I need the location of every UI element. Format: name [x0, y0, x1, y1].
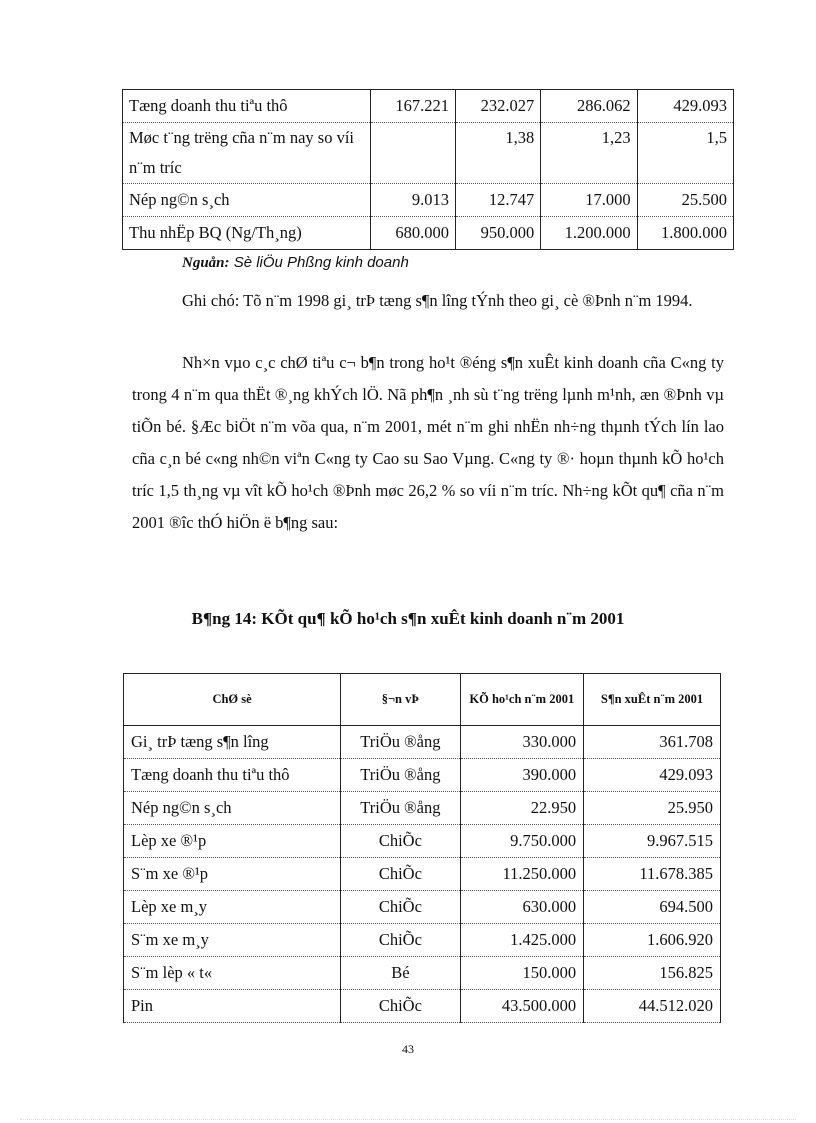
cell-value: 1,23 — [541, 123, 637, 184]
cell-name: Pin — [124, 990, 341, 1023]
cell-actual: 156.825 — [584, 957, 721, 990]
table-row — [124, 759, 721, 792]
table-row — [123, 90, 734, 123]
cell-name: Tæng doanh thu tiªu thô — [124, 759, 341, 792]
cell-value: 1.200.000 — [541, 217, 637, 250]
cell-unit: ChiÕc — [341, 924, 460, 957]
results-table — [123, 673, 721, 1023]
cell-name: S¨m xe m¸y — [124, 924, 341, 957]
cell-value: 17.000 — [541, 184, 637, 217]
cell-value: 1.800.000 — [637, 217, 733, 250]
page-number: 43 — [402, 1042, 414, 1056]
cell-plan: 9.750.000 — [460, 825, 584, 858]
cell-name: Nép ng©n s¸ch — [124, 792, 341, 825]
cell-plan: 150.000 — [460, 957, 584, 990]
cell-value: 680.000 — [370, 217, 455, 250]
cell-unit: ChiÕc — [341, 990, 460, 1023]
header-cell: KÕ ho¹ch n¨m 2001 — [460, 674, 584, 726]
cell-unit: TriÖu ®ång — [341, 759, 460, 792]
cell-value: 232.027 — [455, 90, 540, 123]
row-label: Thu nhËp BQ (Ng/Th¸ng) — [123, 217, 371, 250]
table-row — [124, 792, 721, 825]
cell-value: 25.500 — [637, 184, 733, 217]
cell-value: 1,5 — [637, 123, 733, 184]
source-label: Nguån: — [182, 255, 230, 271]
cell-unit: TriÖu ®ång — [341, 726, 460, 759]
table-row — [123, 123, 734, 184]
row-label: Tæng doanh thu tiªu thô — [123, 90, 371, 123]
table-row — [124, 825, 721, 858]
summary-table — [122, 89, 734, 250]
table-row — [124, 924, 721, 957]
source-text: Sè liÖu Phßng kinh doanh — [233, 254, 409, 271]
cell-actual: 429.093 — [584, 759, 721, 792]
cell-plan: 390.000 — [460, 759, 584, 792]
cell-name: S¨m lèp « t« — [124, 957, 341, 990]
cell-plan: 630.000 — [460, 891, 584, 924]
header-cell: S¶n xuÊt n¨m 2001 — [584, 674, 721, 726]
cell-plan: 43.500.000 — [460, 990, 584, 1023]
cell-name: Gi¸ trÞ tæng s¶n lîng — [124, 726, 341, 759]
cell-unit: ChiÕc — [341, 825, 460, 858]
cell-value: 286.062 — [541, 90, 637, 123]
cell-unit: TriÖu ®ång — [341, 792, 460, 825]
cell-actual: 694.500 — [584, 891, 721, 924]
cell-name: S¨m xe ®¹p — [124, 858, 341, 891]
cell-actual: 1.606.920 — [584, 924, 721, 957]
cell-actual: 44.512.020 — [584, 990, 721, 1023]
cell-value — [370, 123, 455, 184]
cell-plan: 1.425.000 — [460, 924, 584, 957]
cell-value: 950.000 — [455, 217, 540, 250]
header-cell: ChØ sè — [124, 674, 341, 726]
cell-name: Lèp xe ®¹p — [124, 825, 341, 858]
cell-actual: 11.678.385 — [584, 858, 721, 891]
table-row — [124, 990, 721, 1023]
cell-actual: 25.950 — [584, 792, 721, 825]
row-label: Nép ng©n s¸ch — [123, 184, 371, 217]
cell-value: 1,38 — [455, 123, 540, 184]
cell-value: 167.221 — [370, 90, 455, 123]
cell-unit: ChiÕc — [341, 891, 460, 924]
cell-plan: 11.250.000 — [460, 858, 584, 891]
cell-plan: 22.950 — [460, 792, 584, 825]
table-row — [123, 184, 734, 217]
cell-unit: ChiÕc — [341, 858, 460, 891]
table-row — [124, 858, 721, 891]
cell-value: 12.747 — [455, 184, 540, 217]
body-paragraph: Nh×n vµo c¸c chØ tiªu c¬ b¶n trong ho¹t ®éng s¶n xuÊt kinh doanh cña C«ng ty trong 4 n¨m qua thËt ®¸ng khÝch lÖ. Nã ph¶n ¸nh sù t¨ng trëng lµnh m¹nh, æn ®Þnh vµ tiÕn bé. §Æc biÖt n¨m võa qua, n¨m 2001, mét n¨m ghi nhËn nh÷ng thµnh tÝch lín lao cña c¸n bé c«ng nh©n viªn C«ng ty Cao su Sao Vµng. C«ng ty ®· hoµn thµnh kÕ ho¹ch tríc 1,5 th¸ng vµ vît kÕ ho¹ch ®Þnh møc 26,2 % so víi n¨m tríc. Nh÷ng kÕt qu¶ cña n¨m 2001 ®îc thÓ hiÖn ë b¶ng sau: — [132, 353, 724, 532]
cell-value: 9.013 — [370, 184, 455, 217]
cell-name: Lèp xe m¸y — [124, 891, 341, 924]
table-row — [124, 957, 721, 990]
table-header-row — [124, 674, 721, 726]
table-row — [123, 217, 734, 250]
table-row — [124, 891, 721, 924]
cell-value: 429.093 — [637, 90, 733, 123]
cell-plan: 330.000 — [460, 726, 584, 759]
cell-actual: 361.708 — [584, 726, 721, 759]
table-caption: B¶ng 14: KÕt qu¶ kÕ ho¹ch s¶n xuÊt kinh doanh n¨m 2001 — [191, 609, 625, 628]
table-row — [124, 726, 721, 759]
note-paragraph: Ghi chó: Tõ n¨m 1998 gi¸ trÞ tæng s¶n lîng tÝnh theo gi¸ cè ®Þnh n¨m 1994. — [182, 291, 693, 310]
header-cell: §¬n vÞ — [341, 674, 460, 726]
row-label: Møc t¨ng trëng cña n¨m nay so víi n¨m tríc — [123, 123, 371, 184]
cell-unit: Bé — [341, 957, 460, 990]
source-note — [182, 254, 409, 272]
cell-actual: 9.967.515 — [584, 825, 721, 858]
footer-divider — [20, 1119, 796, 1120]
